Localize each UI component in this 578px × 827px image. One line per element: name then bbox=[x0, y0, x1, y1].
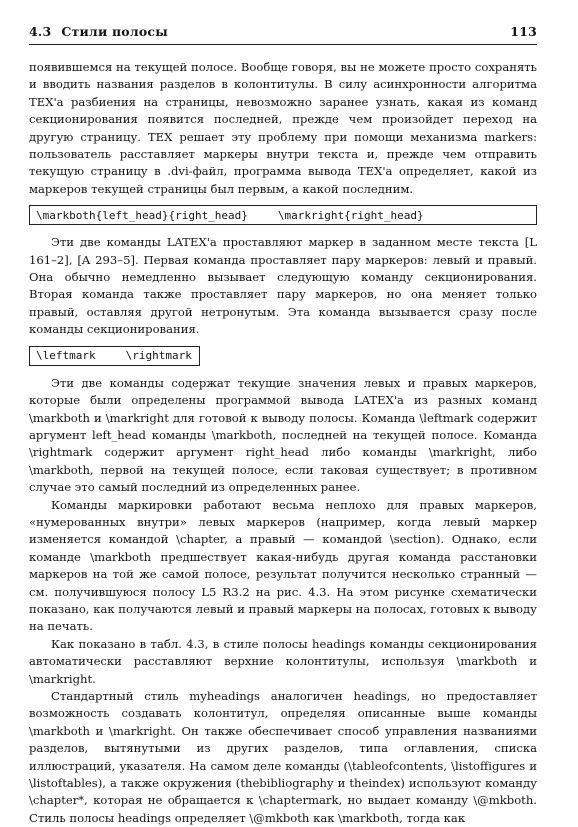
section-number: 4.3 bbox=[29, 24, 52, 39]
paragraph-4: Команды маркировки работают весьма неплохо для правых маркеров, «нумерованных внутри» левых маркеров (например, когда левый маркер изменяется командой \chapter, а правый — командой \section). Однако, если команде \markboth предшествует какая-нибудь другая команда расстановки маркеров на той же самой полосе, результат получится несколько странный — см. получившуюся полосу L5 R3.2 на рис. 4.3. На этом рисунке схематически показано, как получаются левый и правый маркеры на полосах, готовых к выводу на печать. bbox=[29, 497, 537, 634]
book-page bbox=[29, 24, 537, 827]
syntax-box-markboth bbox=[29, 205, 537, 225]
paragraph-3: Эти две команды содержат текущие значения левых и правых маркеров, которые были определены программой вывода LATEX'а из разных команд \markboth и \markright для готовой к выводу полосы. Команда \leftmark содержит аргумент left_head команды \markboth, последней на текущей полосе. Команда \rightmark содержит аргумент right_head либо команды \markright, либо \markboth, первой на текущей полосе, если таковая существует; в противном случае это самый последний из определенных ранее. bbox=[29, 375, 537, 495]
section-title: Стили полосы bbox=[61, 24, 168, 39]
syntax-markboth: \markboth{left_head}{right_head} bbox=[36, 208, 248, 222]
page-body bbox=[29, 59, 537, 827]
syntax-markright: \markright{right_head} bbox=[277, 208, 424, 222]
syntax-rightmark: \rightmark bbox=[125, 348, 192, 362]
header-left bbox=[29, 24, 168, 39]
page-number: 113 bbox=[510, 24, 537, 39]
paragraph-2: Эти две команды LATEX'а проставляют маркер в заданном месте текста [L 161–2], [A 293–5]. Первая команда проставляет пару маркеров: левый и правый. Она обычно немедленно вызывает следующую команду секционирования. Вторая команда также проставляет пару маркеров, но она меняет только правый, оставляя другой нетронутым. Эта команда вызывается сразу после команды секционирования. bbox=[29, 235, 537, 337]
running-header bbox=[29, 24, 537, 45]
syntax-leftmark: \leftmark bbox=[36, 348, 96, 362]
syntax-box-leftmark bbox=[29, 346, 200, 366]
paragraph-6: Стандартный стиль myheadings аналогичен headings, но предоставляет возможность создавать колонтитул, определяя описанные выше команды \markboth и \markright. Он также обеспечивает способ управления названиями разделов, вытянутыми из других разделов, типа оглавления, списка иллюстраций, указателя. На самом деле команды (\tableofcontents, \listoffigures и \listoftables), а также окружения (thebibliography и theindex) используют команду \chapter*, которая не обращается к \chaptermark, но выдает команду \@mkboth. Стиль полосы headings определяет \@mkboth как \markboth, тогда как bbox=[29, 689, 537, 825]
paragraph-5: Как показано в табл. 4.3, в стиле полосы headings команды секционирования автоматически расставляют верхние колонтитулы, используя \markboth и \markright. bbox=[29, 636, 537, 686]
paragraph-1: появившемся на текущей полосе. Вообще говоря, вы не можете просто сохранять и вводить названия разделов в колонтитулы. В силу асинхронности алгоритма TEX'а разбиения на страницы, невозможно заранее узнать, какая из команд секционирования появится последней, прежде чем произойдет переход на другую страницу. TEX решает эту проблему при помощи механизма markers: пользователь расставляет маркеры внутри текста и, прежде чем отправить текущую страницу в .dvi-файл, программа вывода TEX'а определяет, какой из маркеров текущей страницы был первым, а какой последним. bbox=[29, 60, 537, 196]
